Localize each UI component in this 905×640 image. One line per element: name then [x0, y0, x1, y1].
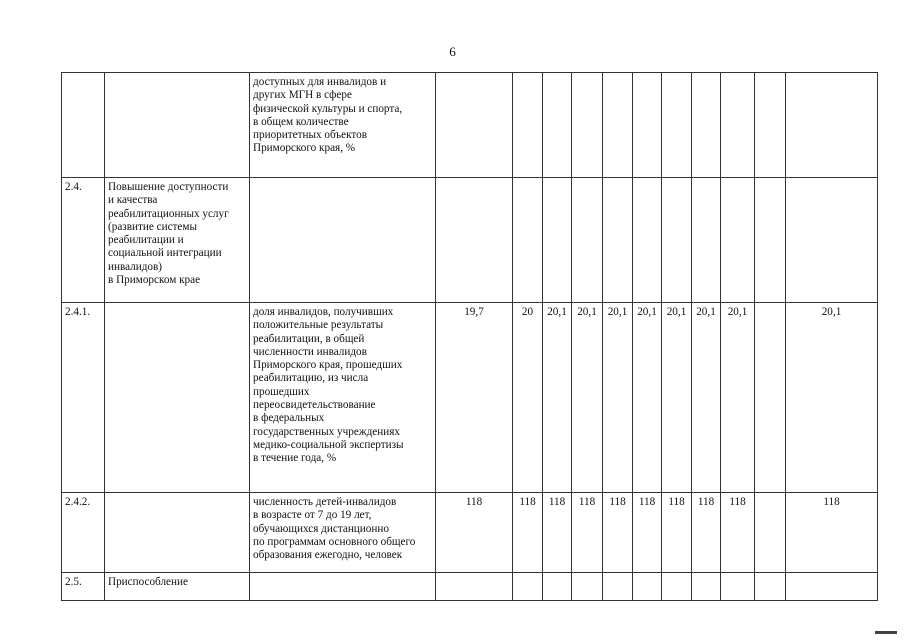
scan-corner-mark: [875, 631, 897, 634]
value-cell-val-b: 20: [513, 303, 543, 493]
value-cell-val-i: 118: [721, 493, 755, 573]
value-cell-val-i: 20,1: [721, 303, 755, 493]
value-cell-val-c: [543, 573, 572, 601]
activity-title-cell: Повышение доступности и качества реабилитационных услуг (развитие системы реабилитации и социальной интеграции инвалидов) в Приморском крае: [105, 178, 250, 303]
indicator-cell: доля инвалидов, получивших положительные результаты реабилитации, в общей численности инвалидов Приморского края, прошедших реабилитацию, из числа прошедших переосвидетельствование в федеральных государственных учреждениях медико-социальной экспертизы в течение года, %: [250, 303, 436, 493]
table-row: [62, 303, 878, 493]
value-cell-val-h: 20,1: [692, 303, 721, 493]
value-cell-val-k: 118: [786, 493, 878, 573]
row-number-cell: 2.4.1.: [62, 303, 105, 493]
value-cell-val-k: [786, 178, 878, 303]
value-cell-val-e: [603, 573, 633, 601]
value-cell-val-b: [513, 178, 543, 303]
value-cell-val-g: [662, 178, 692, 303]
table-row: [62, 73, 878, 178]
activity-title-cell: Приспособление: [105, 573, 250, 601]
value-cell-val-b: 118: [513, 493, 543, 573]
row-number-cell: [62, 73, 105, 178]
value-cell-val-d: 20,1: [572, 303, 603, 493]
program-indicators-table: [61, 72, 878, 601]
value-cell-val-j: [755, 493, 786, 573]
value-cell-val-i: [721, 73, 755, 178]
value-cell-val-j: [755, 178, 786, 303]
value-cell-val-g: 20,1: [662, 303, 692, 493]
value-cell-val-k: [786, 573, 878, 601]
value-cell-val-c: [543, 73, 572, 178]
value-cell-val-k: [786, 73, 878, 178]
value-cell-val-g: [662, 573, 692, 601]
value-cell-val-b: [513, 573, 543, 601]
indicator-cell: [250, 178, 436, 303]
value-cell-val-a: [436, 178, 513, 303]
value-cell-val-e: [603, 73, 633, 178]
value-cell-val-i: [721, 178, 755, 303]
value-cell-val-c: [543, 178, 572, 303]
value-cell-val-h: [692, 573, 721, 601]
value-cell-val-h: 118: [692, 493, 721, 573]
value-cell-val-g: 118: [662, 493, 692, 573]
indicator-cell: численность детей-инвалидов в возрасте от 7 до 19 лет, обучающихся дистанционно по программам основного общего образования ежегодно, человек: [250, 493, 436, 573]
value-cell-val-d: 118: [572, 493, 603, 573]
value-cell-val-e: 20,1: [603, 303, 633, 493]
value-cell-val-f: [633, 573, 662, 601]
value-cell-val-j: [755, 303, 786, 493]
table-row: [62, 178, 878, 303]
value-cell-val-f: 118: [633, 493, 662, 573]
row-number-cell: 2.4.2.: [62, 493, 105, 573]
value-cell-val-h: [692, 73, 721, 178]
value-cell-val-e: 118: [603, 493, 633, 573]
value-cell-val-a: 19,7: [436, 303, 513, 493]
indicator-cell: доступных для инвалидов и других МГН в сфере физической культуры и спорта, в общем количестве приоритетных объектов Приморского края, %: [250, 73, 436, 178]
value-cell-val-g: [662, 73, 692, 178]
value-cell-val-d: [572, 178, 603, 303]
activity-title-cell: [105, 493, 250, 573]
value-cell-val-a: [436, 573, 513, 601]
row-number-cell: 2.5.: [62, 573, 105, 601]
value-cell-val-d: [572, 573, 603, 601]
value-cell-val-j: [755, 73, 786, 178]
activity-title-cell: [105, 303, 250, 493]
value-cell-val-f: [633, 178, 662, 303]
value-cell-val-i: [721, 573, 755, 601]
table-row: [62, 573, 878, 601]
activity-title-cell: [105, 73, 250, 178]
page-number: 6: [449, 44, 456, 59]
value-cell-val-f: [633, 73, 662, 178]
value-cell-val-d: [572, 73, 603, 178]
value-cell-val-a: [436, 73, 513, 178]
value-cell-val-b: [513, 73, 543, 178]
value-cell-val-a: 118: [436, 493, 513, 573]
value-cell-val-f: 20,1: [633, 303, 662, 493]
table-row: [62, 493, 878, 573]
value-cell-val-k: 20,1: [786, 303, 878, 493]
value-cell-val-c: 20,1: [543, 303, 572, 493]
value-cell-val-e: [603, 178, 633, 303]
value-cell-val-j: [755, 573, 786, 601]
row-number-cell: 2.4.: [62, 178, 105, 303]
value-cell-val-c: 118: [543, 493, 572, 573]
indicator-cell: [250, 573, 436, 601]
value-cell-val-h: [692, 178, 721, 303]
